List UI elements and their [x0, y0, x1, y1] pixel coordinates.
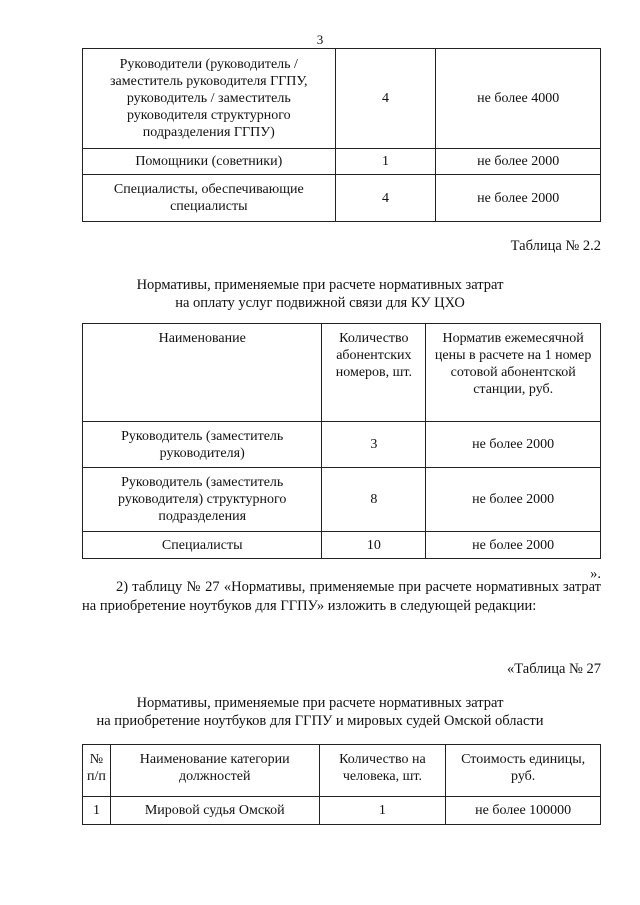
table-row — [83, 49, 601, 149]
header-cost: Стоимость единицы, руб. — [446, 745, 601, 797]
table-title-line1: Нормативы, применяемые при расчете нормативных затрат — [136, 277, 504, 293]
table-header-row — [83, 324, 601, 422]
cell-name: Руководители (руководитель / заместитель руководителя ГГПУ, руководитель / заместитель руководителя структурного подразделения ГГПУ) — [83, 49, 336, 149]
table-header-row — [83, 745, 601, 797]
table-row — [83, 468, 601, 532]
mobile-norms-table — [82, 323, 601, 559]
cell-name: Руководитель (заместитель руководителя) — [83, 422, 322, 468]
header-count: Количество на человека, шт. — [319, 745, 446, 797]
amendment-paragraph — [82, 578, 601, 616]
header-name: Наименование — [83, 324, 322, 422]
cell-cost: не более 100000 — [446, 797, 601, 825]
cell-count: 8 — [322, 468, 426, 532]
table-title-line2: на приобретение ноутбуков для ГГПУ и мировых судей Омской области — [96, 713, 544, 729]
cell-count: 4 — [335, 49, 436, 149]
table-row — [83, 422, 601, 468]
cell-count: 1 — [335, 149, 436, 175]
table-title-line2: на оплату услуг подвижной связи для КУ ЦХО — [175, 295, 465, 311]
cell-norm: не более 2000 — [436, 175, 601, 222]
table-row — [83, 532, 601, 559]
cell-count: 1 — [319, 797, 446, 825]
paragraph-text: 2) таблицу № 27 «Нормативы, применяемые при расчете нормативных затрат на приобретение ноутбуков для ГГПУ» изложить в следующей редакции: — [82, 579, 601, 614]
cell-norm: не более 4000 — [436, 49, 601, 149]
cell-name: Мировой судья Омской — [110, 797, 319, 825]
laptop-norms-table — [82, 744, 601, 825]
cell-norm: не более 2000 — [426, 532, 601, 559]
closing-quote: ». — [590, 566, 601, 582]
table-row — [83, 797, 601, 825]
cell-count: 4 — [335, 175, 436, 222]
cell-count: 10 — [322, 532, 426, 559]
cell-name: Руководитель (заместитель руководителя) структурного подразделения — [83, 468, 322, 532]
header-num: № п/п — [83, 745, 111, 797]
cell-num: 1 — [83, 797, 111, 825]
header-norm: Норматив ежемесячной цены в расчете на 1 номер сотовой абонентской станции, руб. — [426, 324, 601, 422]
cell-norm: не более 2000 — [426, 468, 601, 532]
table-title-line1: Нормативы, применяемые при расчете нормативных затрат — [136, 695, 504, 711]
cell-name: Специалисты, обеспечивающие специалисты — [83, 175, 336, 222]
cell-name: Помощники (советники) — [83, 149, 336, 175]
cell-norm: не более 2000 — [436, 149, 601, 175]
table-continuation — [82, 48, 601, 222]
table-label: Таблица № 2.2 — [510, 238, 601, 254]
table-row — [83, 149, 601, 175]
cell-count: 3 — [322, 422, 426, 468]
header-count: Количество абонентских номеров, шт. — [322, 324, 426, 422]
header-category: Наименование категории должностей — [110, 745, 319, 797]
table-label: «Таблица № 27 — [507, 661, 601, 677]
cell-name: Специалисты — [83, 532, 322, 559]
cell-norm: не более 2000 — [426, 422, 601, 468]
page-number: 3 — [316, 32, 324, 47]
table-row — [83, 175, 601, 222]
